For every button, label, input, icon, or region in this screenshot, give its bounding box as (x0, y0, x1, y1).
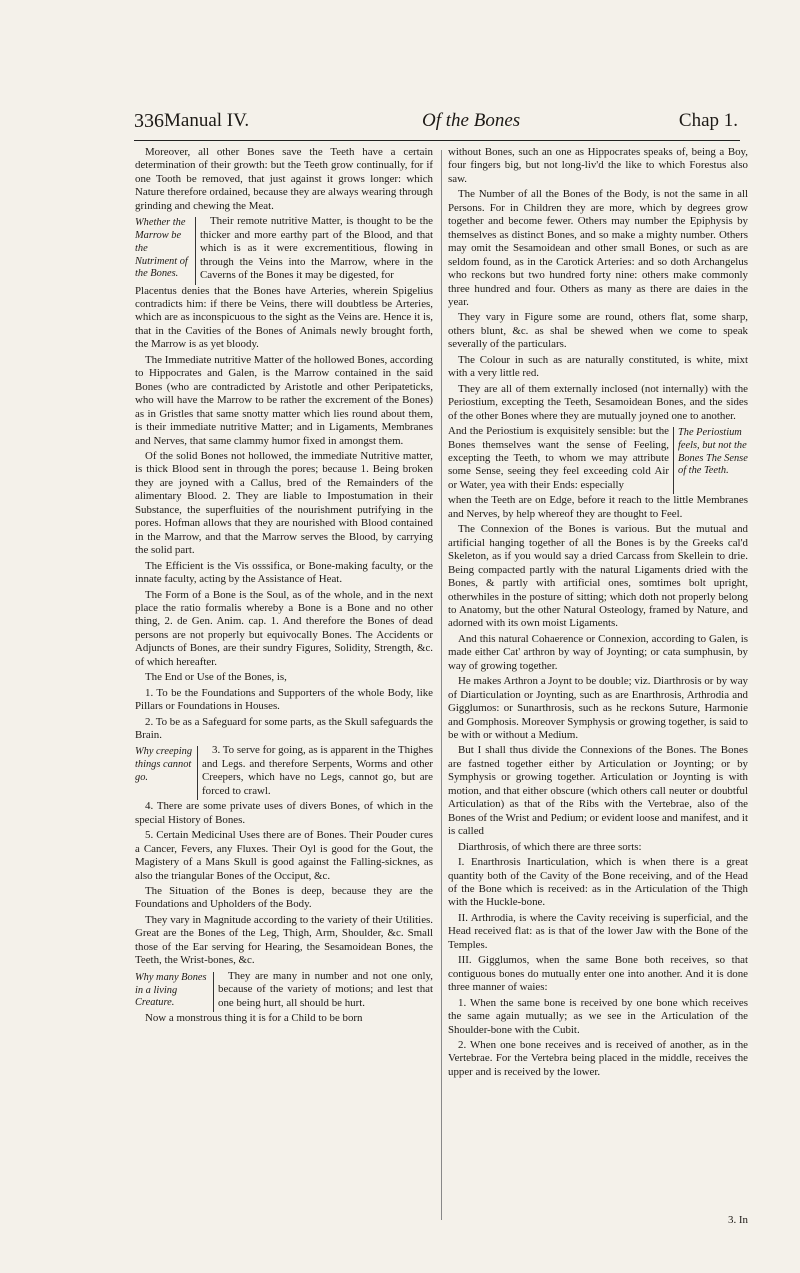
paragraph: Diarthrosis, of which there are three sorts: (458, 840, 642, 853)
paragraph: 4. There are some private uses of divers Bones, of which in the special History of Bones. (135, 800, 433, 826)
paragraph: They are all of them externally inclosed (not internally) with the Periostium, excepting the Teeth, Sesamoidean Bones, and the sides of the other Bones where they are mutually joyned one to another. (448, 382, 748, 422)
paragraph: II. Arthrodia, is where the Cavity receiving is superficial, and the Head received flat: as is that of the lower Jaw with the Bone of the Temples. (448, 911, 748, 951)
paragraph: The End or Use of the Bones, is, (145, 671, 287, 684)
paragraph: 3. To serve for going, as is apparent in the Thighes and Legs. and therefore Serpents, Worms and other Creepers, which have no Legs, cannot go, but are forced to crawl. (202, 744, 433, 797)
paragraph: 1. To be the Foundations and Supporters of the whole Body, like Pillars or Foundations in Houses. (135, 686, 433, 713)
right-column (448, 146, 748, 1226)
paragraph: But I shall thus divide the Connexions of the Bones. The Bones are fastned together either by Articulation or Joynting; or by Symphysis or growing together. Articulation or Joynting is with motion, and that either obscure (which others call neuter or doubtful Articulation) as that of the Ribs with the Vertebrae, also of the Bones of the Wrist and Pedium; or evident loose and manifest, and it is called (448, 744, 748, 838)
paragraph: Their remote nutritive Matter, is thought to be the thicker and more earthy part of the Blood, and that which is as it were excrementitious, flowing in through the Veins into the Marrow, where in the Caverns of the Bones it may be digested, for (200, 215, 433, 282)
running-title: Of the Bones (422, 110, 521, 131)
page-number: 336 (134, 110, 164, 132)
column-divider (441, 150, 442, 1220)
paragraph: I. Enarthrosis Inarticulation, which is when there is a great quantity both of the Cavity of the Bone receiving, and of the Head of the Bone which is received: as in the Articulation of the Thigh with the Huckle-bone. (448, 856, 748, 909)
chapter-label: Chap 1. (678, 110, 738, 131)
paragraph: And the Periostium is exquisitely sensible: but the Bones themselves want the sense of Feeling, excepting the Teeth, to whom we may attribute some Sense, seeing they feel exceeding cold Air or Water, yea with their Ends: especially (448, 425, 669, 491)
paragraph: 5. Certain Medicinal Uses there are of Bones. Their Pouder cures a Cancer, Fevers, any Fluxes. Their Oyl is good for the Gout, the Magistery of a Mans Skull is good against the Falling-sicknes, as also the triangular Bones of the Occiput, &c. (135, 829, 433, 882)
paragraph: 1. When the same bone is received by one bone which receives the same again mutually; as we see in the Articulation of the Shoulder-bone with the Cubit. (448, 996, 748, 1036)
paragraph-with-side-note (135, 215, 433, 284)
paragraph: Now a monstrous thing it is for a Child to be born (145, 1012, 363, 1025)
paragraph-with-side-note (135, 970, 433, 1012)
catchword: 3. In (728, 1214, 748, 1226)
paragraph: The Situation of the Bones is deep, because they are the Foundations and Upholders of the Body. (135, 885, 433, 911)
left-column (135, 146, 433, 1226)
margin-note: Why many Bones in a living Creature. (135, 972, 214, 1012)
paragraph: The Colour in such as are naturally constituted, is white, mixt with a very little red. (448, 353, 748, 380)
running-header (134, 108, 740, 141)
paragraph: The Immediate nutritive Matter of the hollowed Bones, according to Hippocrates and Galen, is the Marrow contained in the said Bones (who are contradicted by Aristotle and other Peripateticks, who will have the Marrow to be rather the excrement of the Bones) as in Gristles that same snotty matter which lies round about them, is their immediate nutritive Matter; and in Ligaments, Membranes and Nerves, that same clammy humor fixed in amongst them. (135, 353, 433, 447)
paragraph: Moreover, all other Bones save the Teeth have a certain determination of their growth: but the Teeth grow continually, for if one Tooth be removed, that just against it grows longer: which Nature therefore ordained, because they are always wearing through grinding and chewing the Meat. (135, 146, 433, 212)
manual-label: Manual IV. (164, 110, 250, 131)
margin-note: Why creeping things cannot go. (135, 746, 198, 800)
paragraph: when the Teeth are on Edge, before it reach to the little Membranes and Nerves, by help whereof they are thought to Feel. (448, 494, 748, 520)
paragraph: 2. To be as a Safeguard for some parts, as the Skull safeguards the Brain. (135, 715, 433, 742)
paragraph: without Bones, such an one as Hippocrates speaks of, being a Boy, four fingers big, but not long-liv'd the like to which Forestus also saw. (448, 146, 748, 185)
paragraph: They vary in Magnitude according to the variety of their Utilities. Great are the Bones of the Leg, Thigh, Arm, Shoulder, &c. Small those of the Ear serving for Hearing, the Sesamoidean Bones, the Teeth, the Wrist-bones, &c. (135, 913, 433, 967)
paragraph: The Efficient is the Vis osssifica, or Bone-making faculty, or the innate faculty, acting by the Assistance of Heat. (135, 559, 433, 586)
paragraph: Of the solid Bones not hollowed, the immediate Nutritive matter, is thick Blood sent in through the pores; because 1. Being broken they are joyned with a Callus, bred of the Remainders of the alimentary Blood. 2. They are liable to Impostumation in their Substance, the superfluities of the nourishment putrifying in the pores. Hofman allows that they are nourished with Blood contained in the Marrow, and that the Marrow serves the Blood, by carrying the solid part. (135, 449, 433, 557)
paragraph-with-side-note (448, 425, 748, 494)
paragraph: He makes Arthron a Joynt to be double; viz. Diarthrosis or by way of Diarticulation or Joynting, such as are Enarthrosis, Arthrodia and Gigglumos: or Sunarthrosis, such as he reckons Suture, Harmonie and Gomphosis. Moreover Symphysis or growing together, is said to be with or without a Medium. (448, 675, 748, 742)
paragraph: The Number of all the Bones of the Body, is not the same in all Persons. For in Children they are more, which by degrees grow together and become fewer. Others may number the Epiphysis by themselves as distinct Bones, and so make a mighty number. Others may omit the Sesamoidean and other small Bones, or such as are seldom found, as in the Carotick Arteries: and so doth Archangelus who reckons but two hundred forty nine: others make commonly three hundred and four. Others as many as there are daies in the year. (448, 188, 748, 308)
paragraph-with-side-note (135, 744, 433, 800)
margin-note: The Periostium feels, but not the Bones The Sense of the Teeth. (673, 427, 748, 494)
paragraph: III. Gigglumos, when the same Bone both receives, so that contiguous bones do mutually enter one into another. And it is done three manner of waies: (448, 954, 748, 994)
paragraph: They are many in number and not one only, because of the variety of motions; and lest that one being hurt, all should be hurt. (218, 969, 433, 1009)
paragraph: 2. When one bone receives and is received of another, as in the Vertebrae. For the Vertebra being placed in the middle, receives the upper and is received by the lower. (448, 1039, 748, 1078)
paragraph: The Connexion of the Bones is various. But the mutual and artificial hanging together of all the Bones is by the Greeks cal'd Skeleton, as if you would say a dried Carcass from Skellein to drie. Being compacted partly with the natural Ligaments dried with the Bones, & partly with artificial ones, somtimes bolt upright, otherwhiles in the posture of sitting; which doth not properly belong to Anatomy, but the other Natural Osteology, framed by Nature, and adorned with its own moist Ligaments. (448, 523, 748, 630)
paragraph: And this natural Cohaerence or Connexion, according to Galen, is made either Cat' arthron by way of Joynting; or cata sumphusin, by way of growing together. (448, 632, 748, 672)
paragraph: Placentus denies that the Bones have Arteries, wherein Spigelius contradicts him: if there be Veins, there will doubtless be Arteries, which are as inconspicuous to the sight as the Veins are. Hence it is, that in the Cavities of the Bones of Animals newly brought forth, the Marrow is as yet bloody. (135, 284, 433, 351)
paragraph: The Form of a Bone is the Soul, as of the whole, and in the next place the ratio formalis whereby a Bone is a Bone and no other thing, 2. de Gen. Anim. cap. 1. And therefore the Bones of dead persons are not properly but equivocally Bones. The Accidents or Adjuncts of Bones, are their sundry Figures, Solidity, Strength, &c. of which hereafter. (135, 588, 433, 668)
paragraph: They vary in Figure some are round, others flat, some sharp, others blunt, &c. as shal be shewed when we come to speak severally of the particulars. (448, 311, 748, 351)
margin-note: Whether the Marrow be the Nutriment of the Bones. (135, 217, 196, 284)
